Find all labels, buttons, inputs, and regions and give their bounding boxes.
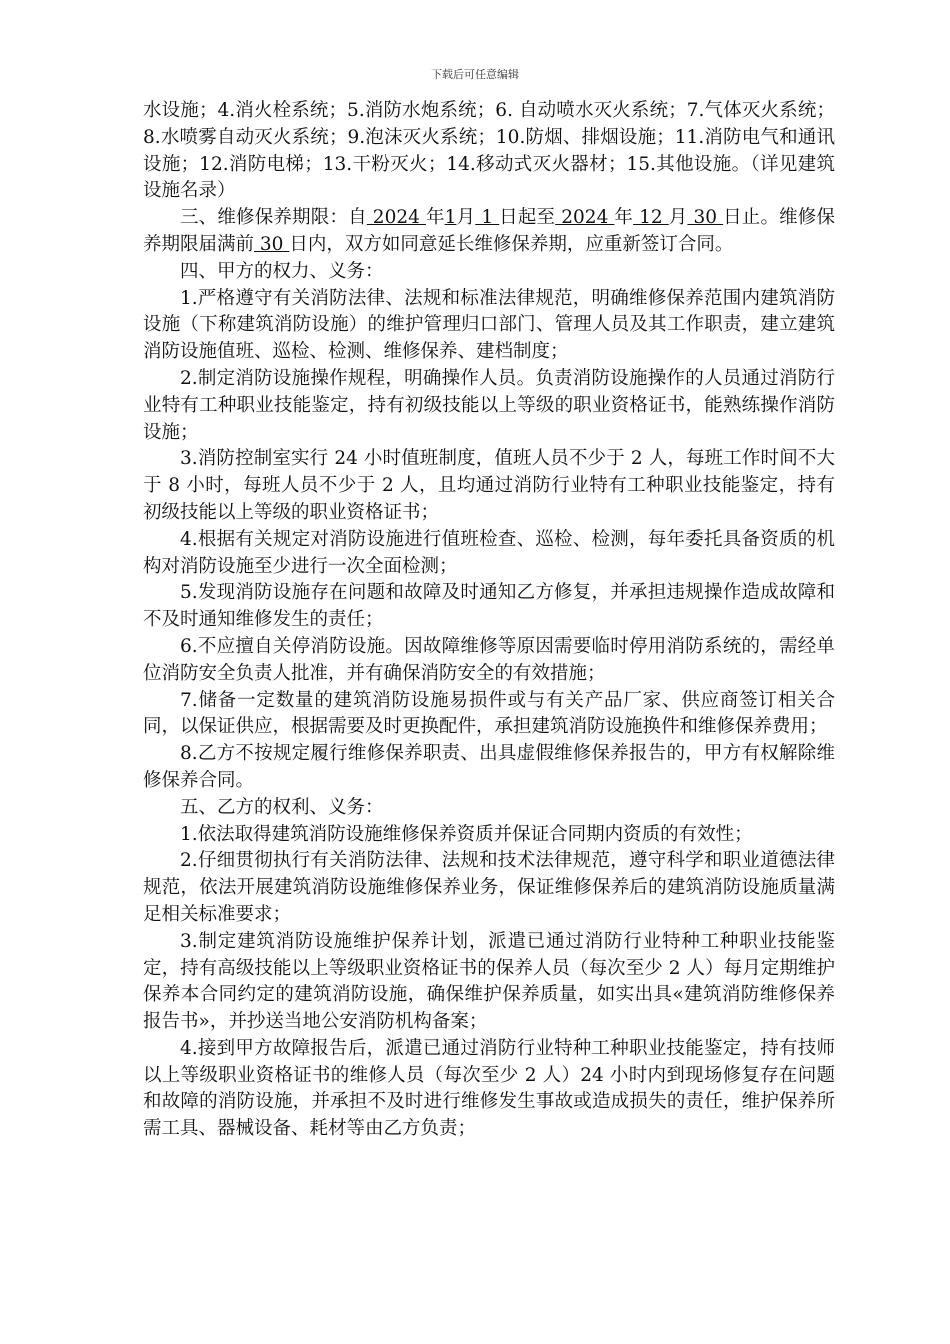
- section-4-item-1: 1.严格遵守有关消防法律、法规和标准法律规范，明确维修保养范围内建筑消防设施（下称建筑消防设施）的维护管理归口部门、管理人员及其工作职责，建立建筑消防设施值班、巡检、检测、维修保养、建档制度；: [143, 287, 835, 363]
- term-end-day: 30: [687, 207, 724, 229]
- term-paragraph: [143, 205, 835, 259]
- term-start-year: 2024: [366, 207, 426, 229]
- section-5-item-3: 3.制定建筑消防设施维护保养计划，派遣已通过消防行业特种工种职业技能鉴定，持有高级技能以上等级职业资格证书的保养人员（每次至少 2 人）每月定期维护保养本合同约定的建筑消防设施，确保维护保养质量，如实出具«建筑消防维修保养报告书»，并抄送当地公安消防机构备案；: [143, 930, 835, 1033]
- section-5-title: 五、乙方的权利、义务：: [180, 796, 384, 818]
- section-4-item-6: 6.不应擅自关停消防设施。因故障维修等原因需要临时停用消防系统的，需经单位消防安全负责人批准，并有确保消防安全的有效措施；: [143, 635, 835, 684]
- term-text-renewal: 日内，双方如同意延长维修保养期，应重新签订合同。: [289, 233, 734, 255]
- section-4-item-3: 3.消防控制室实行 24 小时值班制度，值班人员不少于 2 人，每班工作时间不大于 8 小时，每班人员不少于 2 人，且均通过消防行业特有工种职业技能鉴定，持有初级技能以上等级的职业资格证书；: [143, 448, 835, 523]
- section-5-item-2: 2.仔细贯彻执行有关消防法律、法规和技术法律规范，遵守科学和职业道德法律规范，依法开展建筑消防设施维修保养业务，保证维修保养后的建筑消防设施质量满足相关标准要求；: [143, 850, 835, 925]
- term-end-month: 12: [633, 207, 669, 229]
- term-prefix: 三、维修保养期限：自: [180, 207, 367, 229]
- term-text-expiry: 日止。维修保养期限届满前: [143, 207, 835, 255]
- section-4-item-4: 4.根据有关规定对消防设施进行值班检查、巡检、检测，每年委托具备资质的机构对消防设施至少进行一次全面检测；: [143, 528, 835, 577]
- section-4-item-2: 2.制定消防设施操作规程，明确操作人员。负责消防设施操作的人员通过消防行业特有工种职业技能鉴定，持有初级技能以上等级的职业资格证书，能熟练操作消防设施；: [143, 367, 835, 443]
- section-4-item-5: 5.发现消防设施存在问题和故障及时通知乙方修复，并承担违规操作造成故障和不及时通知维修发生的责任；: [143, 582, 835, 631]
- term-notice-days: 30: [254, 233, 290, 255]
- term-end-year: 2024: [555, 207, 615, 229]
- section-4-title: 四、甲方的权力、义务：: [180, 260, 384, 282]
- term-text-from: 日起至: [499, 207, 556, 229]
- term-start-month: 1: [444, 207, 457, 229]
- term-text-end-year: 年: [614, 207, 634, 229]
- section-4-item-7: 7.储备一定数量的建筑消防设施易损件或与有关产品厂家、供应商签订相关合同，以保证供应，根据需要及时更换配件，承担建筑消防设施换件和维修保养费用；: [143, 689, 835, 738]
- facility-list-paragraph: 水设施；4.消火栓系统；5.消防水炮系统；6. 自动喷水灭火系统；7.气体灭火系统；8.水喷雾自动灭火系统；9.泡沫灭火系统；10.防烟、排烟设施；11.消防电气和通讯设施；12.消防电梯；13.干粉灭火；14.移动式灭火器材；15.其他设施。（详见建筑设施名录）: [143, 100, 835, 202]
- section-5-item-4: 4.接到甲方故障报告后，派遣已通过消防行业特种工种职业技能鉴定，持有技师以上等级职业资格证书的维修人员（每次至少 2 人）24 小时内到现场修复存在问题和故障的消防设施，并承担不及时进行维修发生事故或造成损失的责任，维护保养所需工具、器械设备、耗材等由乙方负责；: [143, 1037, 835, 1140]
- term-text-month: 月: [456, 207, 476, 229]
- section-5-item-1: 1.依法取得建筑消防设施维修保养资质并保证合同期内资质的有效性；: [180, 823, 753, 845]
- term-start-day: 1: [475, 207, 500, 229]
- term-text-year: 年: [425, 207, 445, 229]
- term-text-end-month: 月: [668, 207, 688, 229]
- page-header-note: 下载后可任意编辑: [431, 68, 519, 81]
- section-4-item-8: 8.乙方不按规定履行维修保养职责、出具虚假维修保养报告的，甲方有权解除维修保养合同。: [143, 743, 835, 791]
- contract-body: [143, 98, 835, 1143]
